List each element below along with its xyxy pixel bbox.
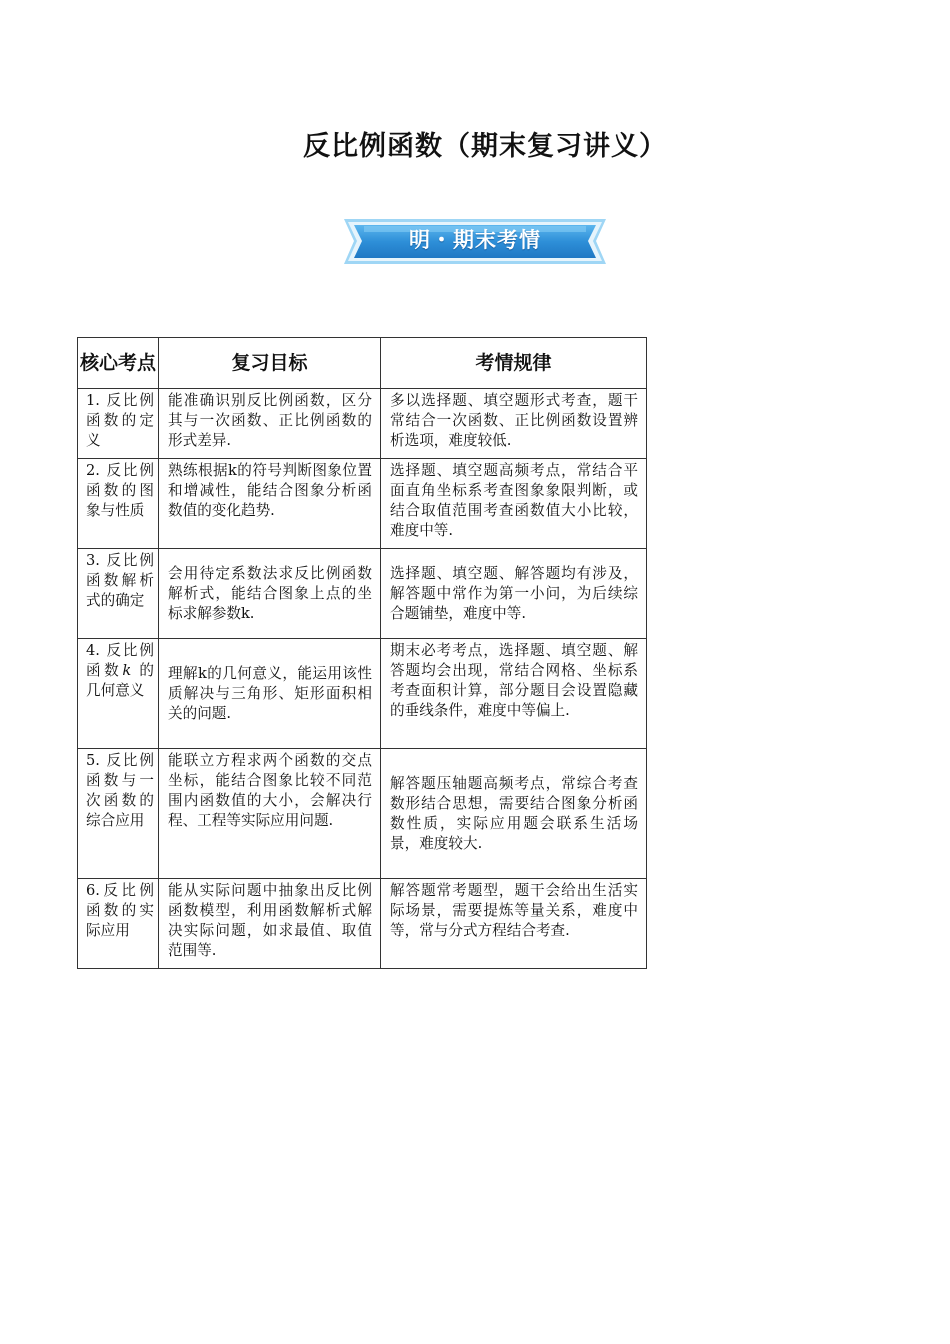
review-goal-cell: 会用待定系数法求反比例函数解析式，能结合图象上点的坐标求解参数k. [159, 549, 381, 639]
page-title: 反比例函数（期末复习讲义） [303, 131, 667, 162]
review-goal-cell: 熟练根据k的符号判断图象位置和增减性，能结合图象分析函数值的变化趋势. [159, 459, 381, 549]
header-review-goal: 复习目标 [159, 338, 381, 389]
review-goal-cell: 能准确识别反比例函数，区分其与一次函数、正比例函数的形式差异. [159, 389, 381, 459]
table-row [78, 879, 647, 969]
core-point-suffix: 的几何意义 [86, 662, 154, 699]
table-row [78, 389, 647, 459]
exam-pattern-cell: 期末必考考点，选择题、填空题、解答题均会出现，常结合网格、坐标系考查面积计算，部分题目会设置隐藏的垂线条件，难度中等偏上. [381, 639, 647, 749]
header-exam-pattern: 考情规律 [381, 338, 647, 389]
exam-pattern-cell: 解答题常考题型，题干会给出生活实际场景，需要提炼等量关系，难度中等，常与分式方程结合考查. [381, 879, 647, 969]
table-row [78, 639, 647, 749]
core-point-cell [78, 639, 159, 749]
review-goal-cell: 能联立方程求两个函数的交点坐标，能结合图象比较不同范围内函数值的大小，会解决行程、工程等实际应用问题. [159, 749, 381, 879]
core-point-cell: 2. 反比例函数的图象与性质 [78, 459, 159, 549]
exam-pattern-cell: 选择题、填空题高频考点，常结合平面直角坐标系考查图象象限判断，或结合取值范围考查函数值大小比较，难度中等. [381, 459, 647, 549]
section-banner [340, 215, 610, 268]
core-point-cell: 6.反比例函数的实际应用 [78, 879, 159, 969]
table-row [78, 749, 647, 879]
core-point-cell: 5. 反比例函数与一次函数的综合应用 [78, 749, 159, 879]
exam-pattern-cell: 解答题压轴题高频考点，常综合考查数形结合思想，需要结合图象分析函数性质，实际应用题会联系生活场景，难度较大. [381, 749, 647, 879]
header-core-point: 核心考点 [78, 338, 159, 389]
table-header-row [78, 338, 647, 389]
core-point-cell: 1. 反比例函数的定义 [78, 389, 159, 459]
exam-overview-table [77, 337, 647, 969]
core-point-variable-k: k [122, 662, 132, 679]
core-point-cell: 3. 反比例函数解析式的确定 [78, 549, 159, 639]
exam-pattern-cell: 多以选择题、填空题形式考查，题干常结合一次函数、正比例函数设置辨析选项，难度较低. [381, 389, 647, 459]
review-goal-cell: 能从实际问题中抽象出反比例函数模型，利用函数解析式解决实际问题，如求最值、取值范围等. [159, 879, 381, 969]
core-point-prefix: 4. 反比例函数 [86, 642, 154, 679]
table-row [78, 549, 647, 639]
table-row [78, 459, 647, 549]
review-goal-cell: 理解k的几何意义，能运用该性质解决与三角形、矩形面积相关的问题. [159, 639, 381, 749]
banner-label: 明・期末考情 [409, 228, 541, 252]
exam-pattern-cell: 选择题、填空题、解答题均有涉及，解答题中常作为第一小问，为后续综合题铺垫，难度中等. [381, 549, 647, 639]
